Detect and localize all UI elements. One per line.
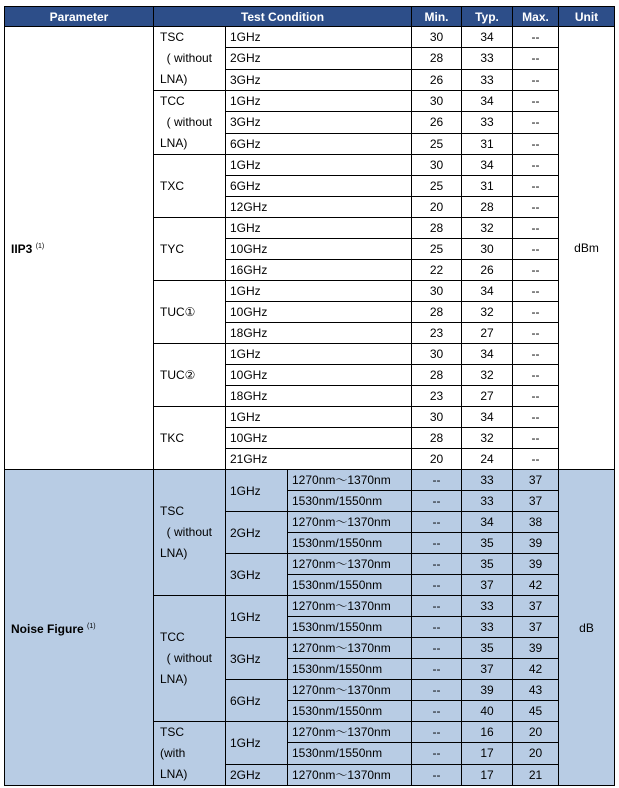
min-value: 28 [412, 218, 462, 239]
typ-value: 35 [462, 638, 513, 659]
typ-value: 33 [462, 69, 513, 90]
frequency-cell: 3GHz [226, 112, 412, 133]
max-value: 21 [513, 764, 559, 785]
max-value: 20 [513, 743, 559, 764]
min-value: -- [412, 491, 462, 512]
min-value: -- [412, 680, 462, 701]
frequency-cell: 2GHz [226, 764, 288, 785]
max-value: 39 [513, 533, 559, 554]
min-value: -- [412, 743, 462, 764]
min-value: 30 [412, 155, 462, 176]
min-value: -- [412, 470, 462, 491]
frequency-cell: 1GHz [226, 722, 288, 765]
test-group: TXC [154, 155, 226, 218]
min-value: -- [412, 617, 462, 638]
table-row [5, 470, 615, 491]
max-value: -- [513, 344, 559, 365]
test-group: TSC ( without LNA) [154, 27, 226, 91]
wavelength-cell: 1530nm/1550nm [288, 743, 412, 764]
max-value: -- [513, 239, 559, 260]
frequency-cell: 16GHz [226, 260, 412, 281]
max-value: -- [513, 91, 559, 112]
typ-value: 24 [462, 449, 513, 470]
wavelength-cell: 1530nm/1550nm [288, 491, 412, 512]
test-group: TSC ( without LNA) [154, 470, 226, 596]
frequency-cell: 3GHz [226, 554, 288, 596]
frequency-cell: 6GHz [226, 133, 412, 154]
typ-value: 17 [462, 743, 513, 764]
table-body [5, 27, 615, 786]
typ-value: 30 [462, 239, 513, 260]
header-row [5, 7, 615, 27]
wavelength-cell: 1270nm～1370nm [288, 638, 412, 659]
min-value: 30 [412, 281, 462, 302]
typ-value: 34 [462, 407, 513, 428]
typ-value: 31 [462, 133, 513, 154]
wavelength-cell: 1530nm/1550nm [288, 533, 412, 554]
frequency-cell: 21GHz [226, 449, 412, 470]
min-value: 20 [412, 449, 462, 470]
typ-value: 26 [462, 260, 513, 281]
min-value: -- [412, 764, 462, 785]
min-value: 28 [412, 365, 462, 386]
max-value: 37 [513, 596, 559, 617]
min-value: 28 [412, 48, 462, 69]
max-value: -- [513, 218, 559, 239]
min-value: -- [412, 596, 462, 617]
typ-value: 33 [462, 48, 513, 69]
wavelength-cell: 1270nm～1370nm [288, 680, 412, 701]
min-value: -- [412, 512, 462, 533]
frequency-cell: 6GHz [226, 680, 288, 722]
header-unit: Unit [559, 7, 615, 27]
min-value: 22 [412, 260, 462, 281]
header-test-condition: Test Condition [154, 7, 412, 27]
frequency-cell: 10GHz [226, 302, 412, 323]
min-value: 30 [412, 407, 462, 428]
frequency-cell: 18GHz [226, 386, 412, 407]
max-value: -- [513, 176, 559, 197]
max-value: -- [513, 69, 559, 90]
typ-value: 37 [462, 659, 513, 680]
max-value: -- [513, 112, 559, 133]
max-value: -- [513, 302, 559, 323]
frequency-cell: 1GHz [226, 407, 412, 428]
max-value: -- [513, 27, 559, 48]
typ-value: 33 [462, 596, 513, 617]
typ-value: 27 [462, 323, 513, 344]
unit-iip3: dBm [559, 27, 615, 470]
max-value: 37 [513, 470, 559, 491]
header-typ: Typ. [462, 7, 513, 27]
max-value: -- [513, 386, 559, 407]
unit-noise-figure: dB [559, 470, 615, 786]
max-value: -- [513, 407, 559, 428]
max-value: 45 [513, 701, 559, 722]
max-value: -- [513, 281, 559, 302]
frequency-cell: 3GHz [226, 69, 412, 90]
wavelength-cell: 1270nm～1370nm [288, 722, 412, 743]
frequency-cell: 18GHz [226, 323, 412, 344]
max-value: -- [513, 133, 559, 154]
header-parameter: Parameter [5, 7, 154, 27]
wavelength-cell: 1530nm/1550nm [288, 617, 412, 638]
wavelength-cell: 1530nm/1550nm [288, 701, 412, 722]
min-value: -- [412, 659, 462, 680]
min-value: 28 [412, 302, 462, 323]
max-value: -- [513, 449, 559, 470]
max-value: 37 [513, 491, 559, 512]
max-value: -- [513, 365, 559, 386]
frequency-cell: 1GHz [226, 344, 412, 365]
typ-value: 28 [462, 197, 513, 218]
typ-value: 35 [462, 533, 513, 554]
typ-value: 40 [462, 701, 513, 722]
typ-value: 34 [462, 155, 513, 176]
test-group: TCC ( without LNA) [154, 596, 226, 722]
header-min: Min. [412, 7, 462, 27]
min-value: -- [412, 533, 462, 554]
min-value: 30 [412, 344, 462, 365]
test-group: TUC② [154, 344, 226, 407]
wavelength-cell: 1270nm～1370nm [288, 554, 412, 575]
frequency-cell: 10GHz [226, 365, 412, 386]
max-value: 38 [513, 512, 559, 533]
typ-value: 34 [462, 27, 513, 48]
footnote-marker: (1) [87, 622, 96, 630]
max-value: -- [513, 260, 559, 281]
test-group: TCC ( without LNA) [154, 91, 226, 155]
frequency-cell: 1GHz [226, 470, 288, 512]
frequency-cell: 1GHz [226, 596, 288, 638]
typ-value: 34 [462, 281, 513, 302]
wavelength-cell: 1270nm～1370nm [288, 512, 412, 533]
table-row [5, 27, 615, 48]
max-value: -- [513, 155, 559, 176]
typ-value: 32 [462, 365, 513, 386]
min-value: 28 [412, 428, 462, 449]
parameter-label: Noise Figure [11, 621, 84, 636]
wavelength-cell: 1270nm～1370nm [288, 764, 412, 785]
max-value: 20 [513, 722, 559, 743]
typ-value: 37 [462, 575, 513, 596]
typ-value: 33 [462, 491, 513, 512]
test-group: TKC [154, 407, 226, 470]
min-value: 26 [412, 112, 462, 133]
max-value: -- [513, 428, 559, 449]
parameter-iip3 [5, 27, 154, 470]
typ-value: 33 [462, 470, 513, 491]
frequency-cell: 1GHz [226, 27, 412, 48]
parameter-noise-figure [5, 470, 154, 786]
min-value: -- [412, 575, 462, 596]
wavelength-cell: 1270nm～1370nm [288, 596, 412, 617]
typ-value: 35 [462, 554, 513, 575]
frequency-cell: 6GHz [226, 176, 412, 197]
max-value: 37 [513, 617, 559, 638]
test-group: TSC (with LNA) [154, 722, 226, 786]
max-value: 39 [513, 638, 559, 659]
min-value: 23 [412, 386, 462, 407]
typ-value: 34 [462, 512, 513, 533]
typ-value: 33 [462, 112, 513, 133]
frequency-cell: 2GHz [226, 512, 288, 554]
typ-value: 32 [462, 428, 513, 449]
typ-value: 31 [462, 176, 513, 197]
frequency-cell: 1GHz [226, 218, 412, 239]
typ-value: 32 [462, 302, 513, 323]
max-value: -- [513, 48, 559, 69]
frequency-cell: 1GHz [226, 281, 412, 302]
min-value: 25 [412, 133, 462, 154]
min-value: -- [412, 722, 462, 743]
typ-value: 32 [462, 218, 513, 239]
min-value: 25 [412, 239, 462, 260]
test-group: TUC① [154, 281, 226, 344]
header-max: Max. [513, 7, 559, 27]
test-group: TYC [154, 218, 226, 281]
min-value: 20 [412, 197, 462, 218]
frequency-cell: 12GHz [226, 197, 412, 218]
min-value: 26 [412, 69, 462, 90]
spec-table [4, 6, 615, 786]
typ-value: 17 [462, 764, 513, 785]
wavelength-cell: 1270nm～1370nm [288, 470, 412, 491]
min-value: -- [412, 701, 462, 722]
max-value: 42 [513, 575, 559, 596]
typ-value: 34 [462, 344, 513, 365]
typ-value: 33 [462, 617, 513, 638]
max-value: 39 [513, 554, 559, 575]
frequency-cell: 10GHz [226, 239, 412, 260]
parameter-label: IIP3 [11, 242, 33, 256]
typ-value: 16 [462, 722, 513, 743]
frequency-cell: 2GHz [226, 48, 412, 69]
frequency-cell: 1GHz [226, 155, 412, 176]
max-value: 42 [513, 659, 559, 680]
min-value: -- [412, 554, 462, 575]
typ-value: 27 [462, 386, 513, 407]
typ-value: 34 [462, 91, 513, 112]
min-value: 25 [412, 176, 462, 197]
max-value: -- [513, 197, 559, 218]
max-value: 43 [513, 680, 559, 701]
wavelength-cell: 1530nm/1550nm [288, 659, 412, 680]
frequency-cell: 3GHz [226, 638, 288, 680]
footnote-marker: (1) [35, 243, 45, 250]
typ-value: 39 [462, 680, 513, 701]
min-value: 30 [412, 27, 462, 48]
frequency-cell: 1GHz [226, 91, 412, 112]
min-value: 23 [412, 323, 462, 344]
max-value: -- [513, 323, 559, 344]
wavelength-cell: 1530nm/1550nm [288, 575, 412, 596]
min-value: 30 [412, 91, 462, 112]
min-value: -- [412, 638, 462, 659]
frequency-cell: 10GHz [226, 428, 412, 449]
